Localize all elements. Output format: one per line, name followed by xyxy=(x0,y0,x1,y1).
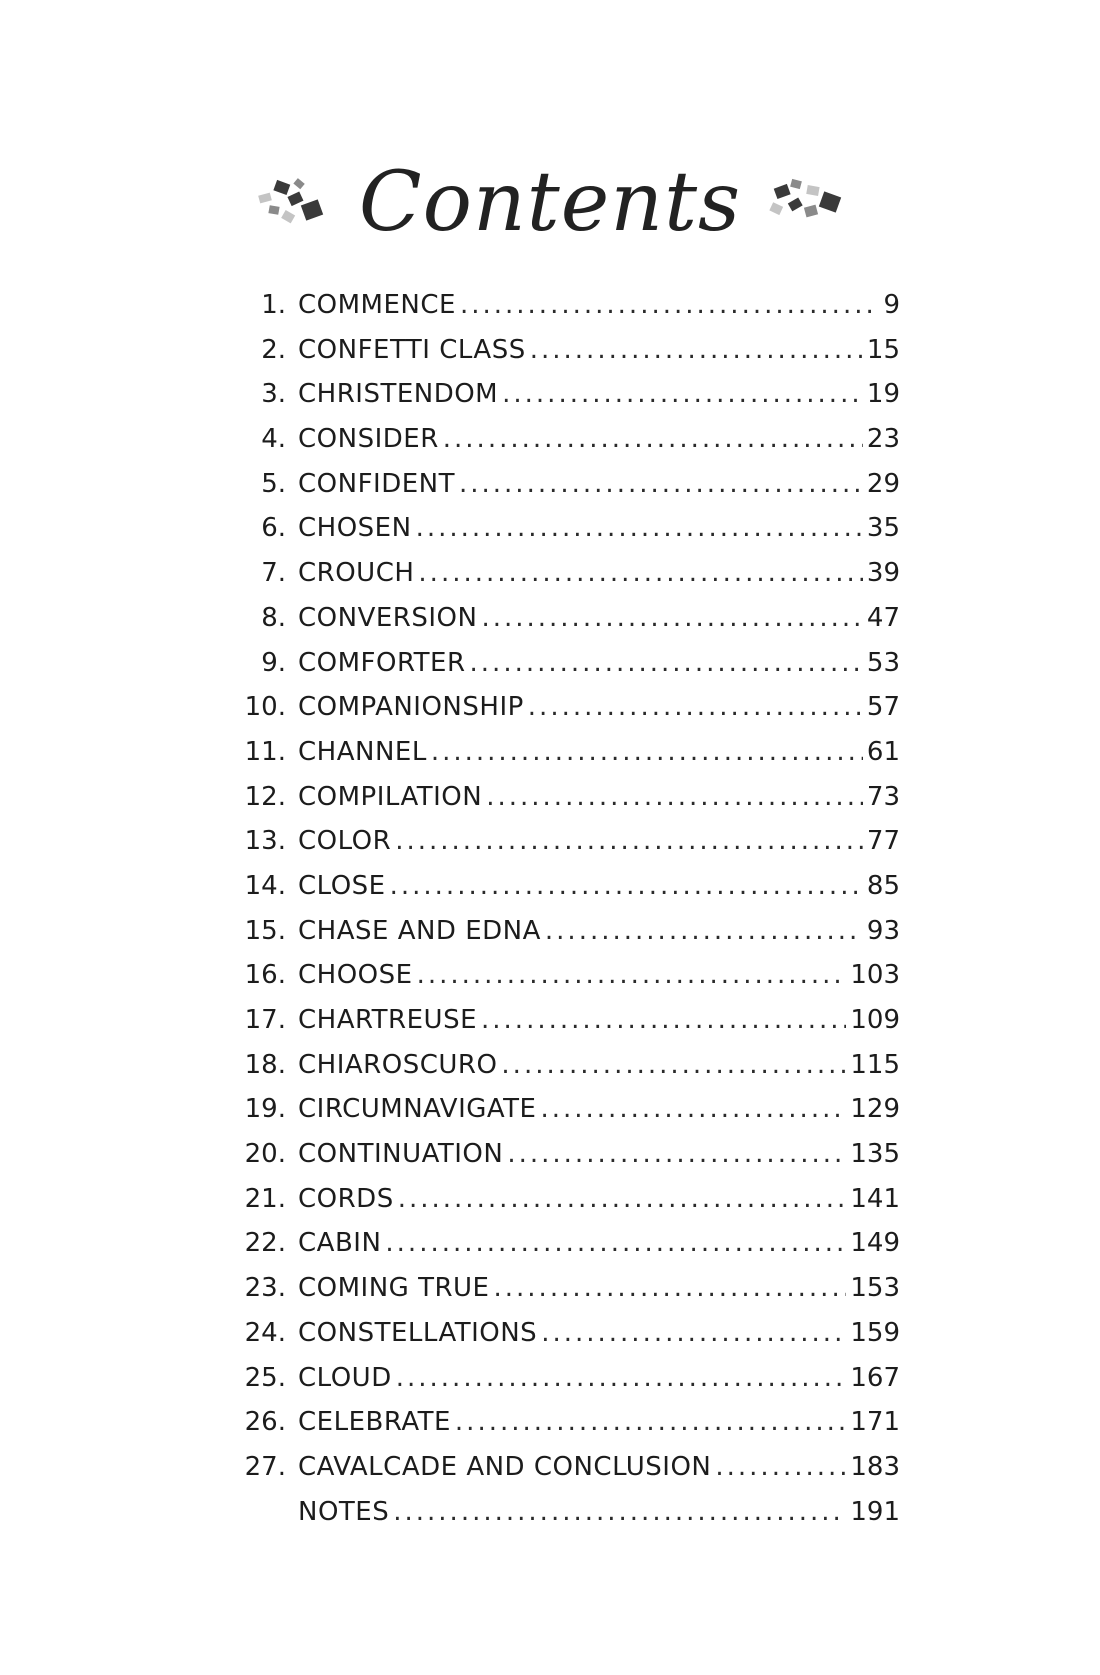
toc-entry[interactable] xyxy=(240,596,900,641)
toc-entry[interactable] xyxy=(240,1087,900,1132)
dot-leader xyxy=(396,1356,847,1401)
chapter-number: 13. xyxy=(244,826,286,857)
dot-leader xyxy=(541,1311,846,1356)
toc-entry[interactable] xyxy=(240,775,900,820)
confetti-icon xyxy=(255,172,333,234)
chapter-title: COMFORTER xyxy=(298,647,466,678)
chapter-number: 12. xyxy=(244,781,286,812)
chapter-number: 10. xyxy=(244,692,286,723)
chapter-number: 16. xyxy=(244,960,286,991)
chapter-number: 9. xyxy=(261,647,286,678)
toc-entry[interactable] xyxy=(240,372,900,417)
toc-entry[interactable] xyxy=(240,1177,900,1222)
page-number: 77 xyxy=(866,826,900,857)
chapter-title: CONTINUATION xyxy=(298,1139,504,1170)
dot-leader xyxy=(393,1490,846,1535)
chapter-number: 26. xyxy=(244,1407,286,1438)
page-title: Contents xyxy=(358,155,742,250)
page-number: 109 xyxy=(850,1005,900,1035)
toc-entry[interactable] xyxy=(240,1356,900,1401)
dot-leader xyxy=(390,864,863,909)
page-number: 39 xyxy=(866,558,900,589)
page-number: 171 xyxy=(850,1407,900,1438)
chapter-number: 17. xyxy=(244,1005,286,1035)
confetti-icon xyxy=(767,172,845,234)
page-number: 73 xyxy=(866,781,900,812)
dot-leader xyxy=(418,551,862,596)
chapter-title: CIRCUMNAVIGATE xyxy=(298,1094,537,1125)
chapter-title: CONFETTI CLASS xyxy=(298,334,526,365)
chapter-title: CHARTREUSE xyxy=(298,1005,478,1035)
chapter-title: CONVERSION xyxy=(298,602,478,633)
chapter-number: 3. xyxy=(261,379,286,410)
toc-entry[interactable] xyxy=(240,1266,900,1311)
dot-leader xyxy=(494,1266,847,1311)
chapter-number: 5. xyxy=(261,468,286,499)
toc-entry[interactable] xyxy=(240,551,900,596)
toc-entry[interactable] xyxy=(240,1043,900,1088)
chapter-number: 14. xyxy=(244,870,286,901)
chapter-title: CHRISTENDOM xyxy=(298,379,499,410)
dot-leader xyxy=(459,462,863,507)
dot-leader xyxy=(460,283,880,328)
chapter-title: CAVALCADE AND CONCLUSION xyxy=(298,1451,712,1482)
chapter-title: CHOSEN xyxy=(298,513,412,544)
chapter-title: COMPANIONSHIP xyxy=(298,692,524,723)
chapter-number: 2. xyxy=(261,334,286,365)
page-number: 115 xyxy=(850,1049,900,1080)
page-number: 141 xyxy=(850,1183,900,1214)
toc-entry[interactable] xyxy=(240,283,900,328)
page-number: 47 xyxy=(866,602,900,633)
chapter-title: CABIN xyxy=(298,1228,382,1259)
toc-entry[interactable] xyxy=(240,730,900,775)
contents-header xyxy=(0,148,1100,258)
chapter-title: COLOR xyxy=(298,826,392,857)
dot-leader xyxy=(540,1087,846,1132)
chapter-number: 23. xyxy=(244,1273,286,1304)
chapter-number: 18. xyxy=(244,1049,286,1080)
page-number: 191 xyxy=(850,1496,900,1527)
toc-entry[interactable] xyxy=(240,685,900,730)
chapter-title: CROUCH xyxy=(298,558,415,589)
dot-leader xyxy=(530,328,863,373)
toc-entry[interactable] xyxy=(240,506,900,551)
toc-entry[interactable] xyxy=(240,864,900,909)
chapter-number: 11. xyxy=(244,736,286,767)
dot-leader xyxy=(486,775,863,820)
chapter-number: 6. xyxy=(261,513,286,544)
page-number: 35 xyxy=(866,513,900,544)
page-number: 129 xyxy=(850,1094,900,1125)
page-number: 9 xyxy=(883,290,900,320)
chapter-title: CELEBRATE xyxy=(298,1407,451,1438)
chapter-title: CHANNEL xyxy=(298,736,427,767)
toc-entry[interactable] xyxy=(240,953,900,998)
chapter-number: 8. xyxy=(261,602,286,633)
page-number: 153 xyxy=(850,1273,900,1304)
toc-entry[interactable] xyxy=(240,1400,900,1445)
chapter-number: 27. xyxy=(244,1451,286,1482)
dot-leader xyxy=(398,1177,847,1222)
dot-leader xyxy=(470,641,863,686)
page-number: 29 xyxy=(866,468,900,499)
chapter-title: CHOOSE xyxy=(298,960,413,991)
chapter-title: NOTES xyxy=(298,1496,390,1527)
chapter-title: CONSIDER xyxy=(298,424,439,455)
chapter-number: 21. xyxy=(244,1183,286,1214)
chapter-number: 19. xyxy=(244,1094,286,1125)
page-number: 85 xyxy=(866,870,900,901)
dot-leader xyxy=(502,372,863,417)
dot-leader xyxy=(385,1221,846,1266)
toc-entry[interactable] xyxy=(240,328,900,373)
toc-entry[interactable] xyxy=(240,1490,900,1535)
dot-leader xyxy=(417,953,847,998)
page-number: 53 xyxy=(866,647,900,678)
dot-leader xyxy=(481,998,846,1043)
dot-leader xyxy=(395,819,863,864)
toc-entry[interactable] xyxy=(240,819,900,864)
chapter-title: CHIAROSCURO xyxy=(298,1049,498,1080)
page-number: 93 xyxy=(866,915,900,946)
toc-entry[interactable] xyxy=(240,1311,900,1356)
page-number: 57 xyxy=(866,692,900,723)
dot-leader xyxy=(416,506,863,551)
dot-leader xyxy=(455,1400,846,1445)
page-number: 149 xyxy=(850,1228,900,1259)
dot-leader xyxy=(431,730,863,775)
chapter-number: 1. xyxy=(261,290,286,320)
chapter-title: CLOSE xyxy=(298,870,386,901)
page-number: 159 xyxy=(850,1317,900,1348)
toc-entry[interactable] xyxy=(240,417,900,462)
page-number: 15 xyxy=(866,334,900,365)
toc-entry[interactable] xyxy=(240,641,900,686)
page-number: 183 xyxy=(850,1451,900,1482)
chapter-title: CLOUD xyxy=(298,1362,392,1393)
chapter-number: 25. xyxy=(244,1362,286,1393)
chapter-number: 22. xyxy=(244,1228,286,1259)
dot-leader xyxy=(545,909,863,954)
toc-entry[interactable] xyxy=(240,909,900,954)
toc-entry[interactable] xyxy=(240,1445,900,1490)
chapter-title: CONSTELLATIONS xyxy=(298,1317,538,1348)
table-of-contents xyxy=(240,283,900,1534)
chapter-title: CORDS xyxy=(298,1183,394,1214)
page-number: 61 xyxy=(866,736,900,767)
dot-leader xyxy=(715,1445,846,1490)
toc-entry[interactable] xyxy=(240,998,900,1043)
dot-leader xyxy=(507,1132,846,1177)
page-number: 23 xyxy=(866,424,900,455)
page-number: 167 xyxy=(850,1362,900,1393)
dot-leader xyxy=(501,1043,846,1088)
page-number: 19 xyxy=(866,379,900,410)
chapter-number: 20. xyxy=(244,1139,286,1170)
toc-entry[interactable] xyxy=(240,1221,900,1266)
chapter-title: CONFIDENT xyxy=(298,468,455,499)
chapter-number: 4. xyxy=(261,424,286,455)
chapter-title: COMPILATION xyxy=(298,781,483,812)
chapter-number: 15. xyxy=(244,915,286,946)
chapter-number: 24. xyxy=(244,1317,286,1348)
chapter-title: COMING TRUE xyxy=(298,1273,490,1304)
chapter-title: CHASE AND EDNA xyxy=(298,915,541,946)
dot-leader xyxy=(443,417,863,462)
dot-leader xyxy=(481,596,862,641)
dot-leader xyxy=(528,685,863,730)
page-number: 103 xyxy=(850,960,900,991)
chapter-number: 7. xyxy=(261,558,286,589)
toc-entry[interactable] xyxy=(240,1132,900,1177)
page-number: 135 xyxy=(850,1139,900,1170)
toc-entry[interactable] xyxy=(240,462,900,507)
chapter-title: COMMENCE xyxy=(298,290,456,320)
